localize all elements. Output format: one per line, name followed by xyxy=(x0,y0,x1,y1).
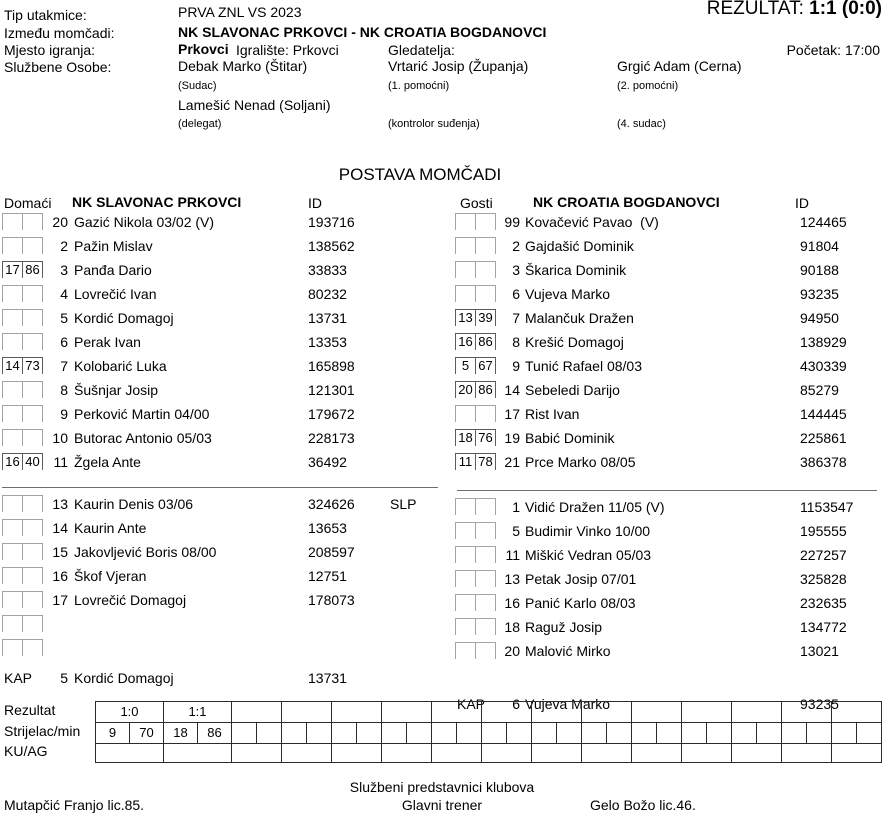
result-line xyxy=(707,0,882,19)
sub-on-number-cell xyxy=(455,522,476,539)
shirt-number: 7 xyxy=(60,358,68,374)
shirt-number: 2 xyxy=(512,238,520,254)
sub-on-number-cell xyxy=(455,213,476,230)
player-row xyxy=(2,330,442,354)
sub-on-number-cell xyxy=(455,237,476,254)
player-tag: SLP xyxy=(390,496,417,512)
player-id: 225861 xyxy=(800,430,847,446)
cards-autogoal-cell xyxy=(164,744,232,763)
player-row xyxy=(2,492,442,516)
result-cell xyxy=(682,702,732,723)
between-teams-label: Između momčadi: xyxy=(4,25,115,41)
sub-minute-cell: 86 xyxy=(475,333,496,350)
shirt-number: 14 xyxy=(52,520,68,536)
player-name: Kovačević Pavao (V) xyxy=(525,214,659,230)
shirt-number: 4 xyxy=(60,286,68,302)
player-name: Kaurin Denis 03/06 xyxy=(74,496,194,512)
cards-autogoal-cell xyxy=(432,744,482,763)
away-side-label: Gosti xyxy=(460,195,493,211)
scorer-minute-cell xyxy=(507,723,532,744)
sub-minute-cell: 86 xyxy=(22,261,43,278)
scorer-row-label: Strijelac/min xyxy=(4,723,81,739)
home-substitutes-list xyxy=(2,492,442,660)
shirt-number: 11 xyxy=(53,454,68,470)
result-cell xyxy=(532,702,582,723)
home-captain-label: KAP xyxy=(4,670,33,686)
player-name: Perković Martin 04/00 xyxy=(74,406,210,422)
player-row xyxy=(2,588,442,612)
scorer-minute-cell xyxy=(407,723,432,744)
player-id: 85279 xyxy=(800,382,839,398)
result-cell xyxy=(632,702,682,723)
officials-label: Službene Osobe: xyxy=(4,59,112,75)
scorer-minute-cell xyxy=(582,723,607,744)
player-name: Sebeledi Darijo xyxy=(525,382,620,398)
sub-on-number-cell xyxy=(455,285,476,302)
shirt-number: 16 xyxy=(52,568,68,584)
shirt-number: 20 xyxy=(52,214,68,230)
result-label: REZULTAT: xyxy=(706,0,804,19)
result-cell xyxy=(232,702,282,723)
shirt-number: 6 xyxy=(60,334,68,350)
scorer-minute-cell xyxy=(232,723,257,744)
cards-autogoal-cell xyxy=(282,744,332,763)
scorer-minute-cell xyxy=(532,723,557,744)
player-row xyxy=(455,519,883,543)
player-id: 178073 xyxy=(308,592,355,608)
player-id: 386378 xyxy=(800,454,847,470)
player-id: 90188 xyxy=(800,262,839,278)
player-row xyxy=(2,282,442,306)
match-type-value: PRVA ZNL VS 2023 xyxy=(178,4,302,20)
sub-minute-cell: 67 xyxy=(475,357,496,374)
cards-autogoal-cell xyxy=(582,744,632,763)
controller-role: (kontrolor suđenja) xyxy=(388,118,480,130)
shirt-number: 9 xyxy=(60,406,68,422)
player-id: 33833 xyxy=(308,262,347,278)
player-row xyxy=(2,378,442,402)
player-id: 13021 xyxy=(800,643,839,659)
home-team-name: NK SLAVONAC PRKOVCI xyxy=(72,194,242,210)
player-row xyxy=(455,426,883,450)
scorer-minute-cell: 70 xyxy=(130,723,164,744)
scorer-minute-cell xyxy=(257,723,282,744)
sub-on-number-cell xyxy=(2,615,23,632)
home-subs-divider xyxy=(2,487,438,488)
result-cell xyxy=(832,702,882,723)
away-captain-label: KAP xyxy=(457,696,486,712)
sub-on-number-cell xyxy=(455,546,476,563)
player-name: Gajdašić Dominik xyxy=(525,238,634,254)
player-row xyxy=(2,450,442,474)
player-row xyxy=(455,567,883,591)
sub-minute-cell: 40 xyxy=(22,453,43,470)
scorer-minute-cell xyxy=(557,723,582,744)
player-name: Škof Vjeran xyxy=(74,568,147,584)
sub-on-number-cell: 16 xyxy=(455,333,476,350)
sub-on-number-cell xyxy=(2,237,23,254)
player-name: Kordić Domagoj xyxy=(74,310,174,326)
result-cell xyxy=(382,702,432,723)
referee-name: Debak Marko (Štitar) xyxy=(178,58,308,74)
result-value: 1:1 (0:0) xyxy=(809,0,882,19)
shirt-number: 8 xyxy=(512,334,520,350)
between-teams-value: NK SLAVONAC PRKOVCI - NK CROATIA BOGDANOVCI xyxy=(178,24,547,40)
shirt-number: 1 xyxy=(512,499,520,515)
sub-on-number-cell xyxy=(2,639,23,656)
player-name: Rist Ivan xyxy=(525,406,580,422)
sub-on-number-cell xyxy=(2,213,23,230)
assistant2-role: (2. pomoćni) xyxy=(617,80,679,92)
player-name: Krešić Domagoj xyxy=(525,334,624,350)
player-row xyxy=(455,450,883,474)
away-starters-list xyxy=(455,210,883,474)
result-cell xyxy=(282,702,332,723)
player-row xyxy=(2,234,442,258)
assistant1-role: (1. pomoćni) xyxy=(388,80,450,92)
scorer-minute-cell xyxy=(432,723,457,744)
player-name: Lovrečić Ivan xyxy=(74,286,157,302)
sub-on-number-cell xyxy=(455,498,476,515)
venue-label: Mjesto igranja: xyxy=(4,42,96,58)
sub-on-number-cell xyxy=(455,594,476,611)
shirt-number: 17 xyxy=(52,592,68,608)
shirt-number: 5 xyxy=(512,523,520,539)
player-id: 144445 xyxy=(800,406,847,422)
away-id-header: ID xyxy=(795,195,809,211)
result-cell: 1:0 xyxy=(96,702,164,723)
player-row xyxy=(455,282,883,306)
spectators-label: Gledatelja: xyxy=(388,42,455,58)
cards-autogoal-cell xyxy=(832,744,882,763)
player-id: 208597 xyxy=(308,544,355,560)
sub-on-number-cell: 14 xyxy=(2,357,23,374)
cards-autogoal-cell xyxy=(96,744,164,763)
sub-on-number-cell xyxy=(2,285,23,302)
sub-on-number-cell xyxy=(455,618,476,635)
player-row xyxy=(455,210,883,234)
away-captain-name: Vujeva Marko xyxy=(525,696,611,712)
scorer-minute-cell xyxy=(357,723,382,744)
player-name: Babić Dominik xyxy=(525,430,615,446)
scorer-minute-cell xyxy=(657,723,682,744)
sub-minute-cell: 78 xyxy=(475,453,496,470)
home-representative: Mutapčić Franjo lic.85. xyxy=(4,797,145,813)
result-cell: 1:1 xyxy=(164,702,232,723)
venue-value: Prkovci xyxy=(178,41,229,57)
shirt-number: 8 xyxy=(60,382,68,398)
player-id: 1153547 xyxy=(800,499,854,515)
player-name: Pažin Mislav xyxy=(74,238,153,254)
away-substitutes-list xyxy=(455,495,883,663)
player-id: 36492 xyxy=(308,454,347,470)
score-grid xyxy=(95,701,882,763)
shirt-number: 13 xyxy=(504,571,520,587)
player-name: Perak Ivan xyxy=(74,334,141,350)
match-type-label: Tip utakmice: xyxy=(4,7,87,23)
player-name: Šušnjar Josip xyxy=(74,382,159,398)
player-id: 179672 xyxy=(308,406,355,422)
club-representatives-title: Službeni predstavnici klubova xyxy=(349,779,535,795)
scorer-minute-cell xyxy=(457,723,482,744)
scorer-minute-cell: 9 xyxy=(96,723,130,744)
home-captain-id: 13731 xyxy=(308,670,347,686)
player-name: Jakovljević Boris 08/00 xyxy=(74,544,217,560)
player-id: 430339 xyxy=(800,358,847,374)
player-row xyxy=(455,639,883,663)
shirt-number: 3 xyxy=(60,262,68,278)
player-id: 195555 xyxy=(800,523,847,539)
sub-on-number-cell xyxy=(2,519,23,536)
player-row xyxy=(2,564,442,588)
player-id: 228173 xyxy=(308,430,355,446)
shirt-number: 14 xyxy=(504,382,520,398)
scorer-minute-cell xyxy=(607,723,632,744)
pitch-value: Igralište: Prkovci xyxy=(236,42,339,58)
player-id: 325828 xyxy=(800,571,847,587)
referee-role: (Sudac) xyxy=(178,80,217,92)
player-id: 80232 xyxy=(308,286,347,302)
cards-autogoal-cell xyxy=(332,744,382,763)
player-id: 93235 xyxy=(800,286,839,302)
cards-row-label: KU/AG xyxy=(4,743,48,759)
sub-on-number-cell xyxy=(2,591,23,608)
player-name: Malović Mirko xyxy=(525,643,611,659)
player-name: Gazić Nikola 03/02 (V) xyxy=(74,214,215,230)
player-row xyxy=(2,540,442,564)
player-row xyxy=(455,378,883,402)
player-row xyxy=(455,258,883,282)
home-captain-row xyxy=(2,666,442,690)
cards-autogoal-cell xyxy=(732,744,782,763)
away-subs-divider xyxy=(457,490,877,491)
player-row xyxy=(455,234,883,258)
shirt-number: 99 xyxy=(504,214,520,230)
player-name: Vidić Dražen 11/05 (V) xyxy=(525,499,665,515)
player-row xyxy=(455,543,883,567)
shirt-number: 21 xyxy=(504,454,520,470)
sub-on-number-cell xyxy=(2,567,23,584)
sub-on-number-cell xyxy=(2,543,23,560)
sub-on-number-cell: 20 xyxy=(455,381,476,398)
shirt-number: 20 xyxy=(504,643,520,659)
player-name: Žgela Ante xyxy=(74,454,141,470)
sub-on-number-cell: 5 xyxy=(455,357,476,374)
player-name: Petak Josip 07/01 xyxy=(525,571,637,587)
player-id: 138929 xyxy=(800,334,847,350)
player-name: Miškić Vedran 05/03 xyxy=(525,547,652,563)
player-row xyxy=(455,402,883,426)
result-cell xyxy=(482,702,532,723)
player-name: Butorac Antonio 05/03 xyxy=(74,430,212,446)
assistant1-name: Vrtarić Josip (Županja) xyxy=(388,58,529,74)
scorer-minute-cell xyxy=(832,723,857,744)
sub-on-number-cell xyxy=(2,495,23,512)
away-captain-id: 93235 xyxy=(800,696,839,712)
player-id: 124465 xyxy=(800,214,847,230)
kickoff-time: Početak: 17:00 xyxy=(786,42,880,58)
shirt-number: 7 xyxy=(512,310,520,326)
player-name: Lovrečić Domagoj xyxy=(74,592,187,608)
fourth-official-role: (4. sudac) xyxy=(617,118,666,130)
sub-minute-cell xyxy=(22,615,43,632)
result-cell xyxy=(432,702,482,723)
player-row xyxy=(455,615,883,639)
scorer-minute-cell xyxy=(632,723,657,744)
shirt-number: 10 xyxy=(52,430,68,446)
sub-on-number-cell xyxy=(2,405,23,422)
player-row xyxy=(2,258,442,282)
player-row xyxy=(2,516,442,540)
player-id: 227257 xyxy=(800,547,847,563)
player-name: Kolobarić Luka xyxy=(74,358,167,374)
shirt-number: 11 xyxy=(505,547,520,563)
player-row xyxy=(2,306,442,330)
sub-on-number-cell: 18 xyxy=(455,429,476,446)
scorer-minute-cell xyxy=(857,723,882,744)
sub-minute-cell: 76 xyxy=(475,429,496,446)
player-row xyxy=(2,426,442,450)
home-captain-name: Kordić Domagoj xyxy=(74,670,174,686)
sub-minute-cell: 39 xyxy=(475,309,496,326)
player-id: 232635 xyxy=(800,595,847,611)
player-name: Škarica Dominik xyxy=(525,262,627,278)
shirt-number: 15 xyxy=(52,544,68,560)
player-row xyxy=(455,354,883,378)
cards-autogoal-cell xyxy=(482,744,532,763)
cards-autogoal-cell xyxy=(382,744,432,763)
away-representative: Gelo Božo lic.46. xyxy=(590,797,696,813)
assistant2-name: Grgić Adam (Cerna) xyxy=(617,58,742,74)
player-name: Budimir Vinko 10/00 xyxy=(525,523,651,539)
sub-on-number-cell xyxy=(455,261,476,278)
cards-autogoal-cell xyxy=(782,744,832,763)
player-name: Malančuk Dražen xyxy=(525,310,634,326)
player-id: 324626 xyxy=(308,496,355,512)
shirt-number: 19 xyxy=(504,430,520,446)
cards-autogoal-cell xyxy=(682,744,732,763)
scorer-minute-cell xyxy=(782,723,807,744)
result-cell xyxy=(582,702,632,723)
away-team-name: NK CROATIA BOGDANOVCI xyxy=(533,194,720,210)
scorer-minute-cell xyxy=(482,723,507,744)
lineup-title: POSTAVA MOMČADI xyxy=(338,165,502,184)
shirt-number: 9 xyxy=(512,358,520,374)
sub-on-number-cell xyxy=(2,333,23,350)
player-id: 134772 xyxy=(800,619,847,635)
cards-autogoal-cell xyxy=(532,744,582,763)
home-side-label: Domaći xyxy=(4,195,52,211)
sub-minute-cell: 73 xyxy=(22,357,43,374)
player-row xyxy=(455,591,883,615)
scorer-minute-cell xyxy=(807,723,832,744)
shirt-number: 17 xyxy=(504,406,520,422)
scorer-minute-cell xyxy=(707,723,732,744)
player-row xyxy=(455,306,883,330)
shirt-number: 18 xyxy=(504,619,520,635)
shirt-number: 5 xyxy=(60,310,68,326)
player-row xyxy=(2,402,442,426)
player-row xyxy=(2,210,442,234)
scorer-minute-cell: 86 xyxy=(198,723,232,744)
shirt-number: 13 xyxy=(52,496,68,512)
shirt-number: 2 xyxy=(60,238,68,254)
shirt-number: 6 xyxy=(512,286,520,302)
player-name: Tunić Rafael 08/03 xyxy=(525,358,642,374)
scorer-minute-cell: 18 xyxy=(164,723,198,744)
player-id: 121301 xyxy=(308,382,355,398)
sub-on-number-cell: 11 xyxy=(455,453,476,470)
player-id: 13653 xyxy=(308,520,347,536)
player-name: Vujeva Marko xyxy=(525,286,611,302)
sub-on-number-cell xyxy=(2,429,23,446)
result-row-label: Rezultat xyxy=(4,702,56,718)
player-name: Panić Karlo 08/03 xyxy=(525,595,636,611)
player-id: 193716 xyxy=(308,214,355,230)
player-id: 13731 xyxy=(308,310,347,326)
sub-on-number-cell xyxy=(455,570,476,587)
player-name: Prce Marko 08/05 xyxy=(525,454,636,470)
home-starters-list xyxy=(2,210,442,474)
player-row xyxy=(2,612,442,636)
sub-minute-cell: 86 xyxy=(475,381,496,398)
player-row xyxy=(455,495,883,519)
player-row xyxy=(2,354,442,378)
sub-on-number-cell xyxy=(2,381,23,398)
scorer-minute-cell xyxy=(332,723,357,744)
player-row xyxy=(2,636,442,660)
sub-on-number-cell xyxy=(2,309,23,326)
head-coach-label: Glavni trener xyxy=(401,797,483,813)
scorer-minute-cell xyxy=(382,723,407,744)
player-id: 91804 xyxy=(800,238,839,254)
player-name: Raguž Josip xyxy=(525,619,603,635)
scorer-minute-cell xyxy=(307,723,332,744)
player-id: 165898 xyxy=(308,358,355,374)
away-captain-number: 6 xyxy=(512,696,520,712)
sub-on-number-cell: 13 xyxy=(455,309,476,326)
cards-autogoal-cell xyxy=(632,744,682,763)
player-id: 12751 xyxy=(308,568,347,584)
result-cell xyxy=(332,702,382,723)
sub-on-number-cell xyxy=(455,642,476,659)
sub-on-number-cell: 16 xyxy=(2,453,23,470)
player-row xyxy=(455,330,883,354)
home-id-header: ID xyxy=(308,195,322,211)
scorer-minute-cell xyxy=(732,723,757,744)
player-name: Panđa Dario xyxy=(74,262,152,278)
delegate-name: Lamešić Nenad (Soljani) xyxy=(178,97,331,113)
sub-minute-cell xyxy=(22,639,43,656)
sub-on-number-cell: 17 xyxy=(2,261,23,278)
result-cell xyxy=(732,702,782,723)
result-cell xyxy=(782,702,832,723)
delegate-role: (delegat) xyxy=(178,118,222,130)
shirt-number: 16 xyxy=(504,595,520,611)
sub-on-number-cell xyxy=(455,405,476,422)
player-id: 138562 xyxy=(308,238,355,254)
player-id: 94950 xyxy=(800,310,839,326)
scorer-minute-cell xyxy=(282,723,307,744)
player-name: Kaurin Ante xyxy=(74,520,147,536)
scorer-minute-cell xyxy=(757,723,782,744)
cards-autogoal-cell xyxy=(232,744,282,763)
shirt-number: 3 xyxy=(512,262,520,278)
player-id: 13353 xyxy=(308,334,347,350)
scorer-minute-cell xyxy=(682,723,707,744)
home-captain-number: 5 xyxy=(60,670,68,686)
